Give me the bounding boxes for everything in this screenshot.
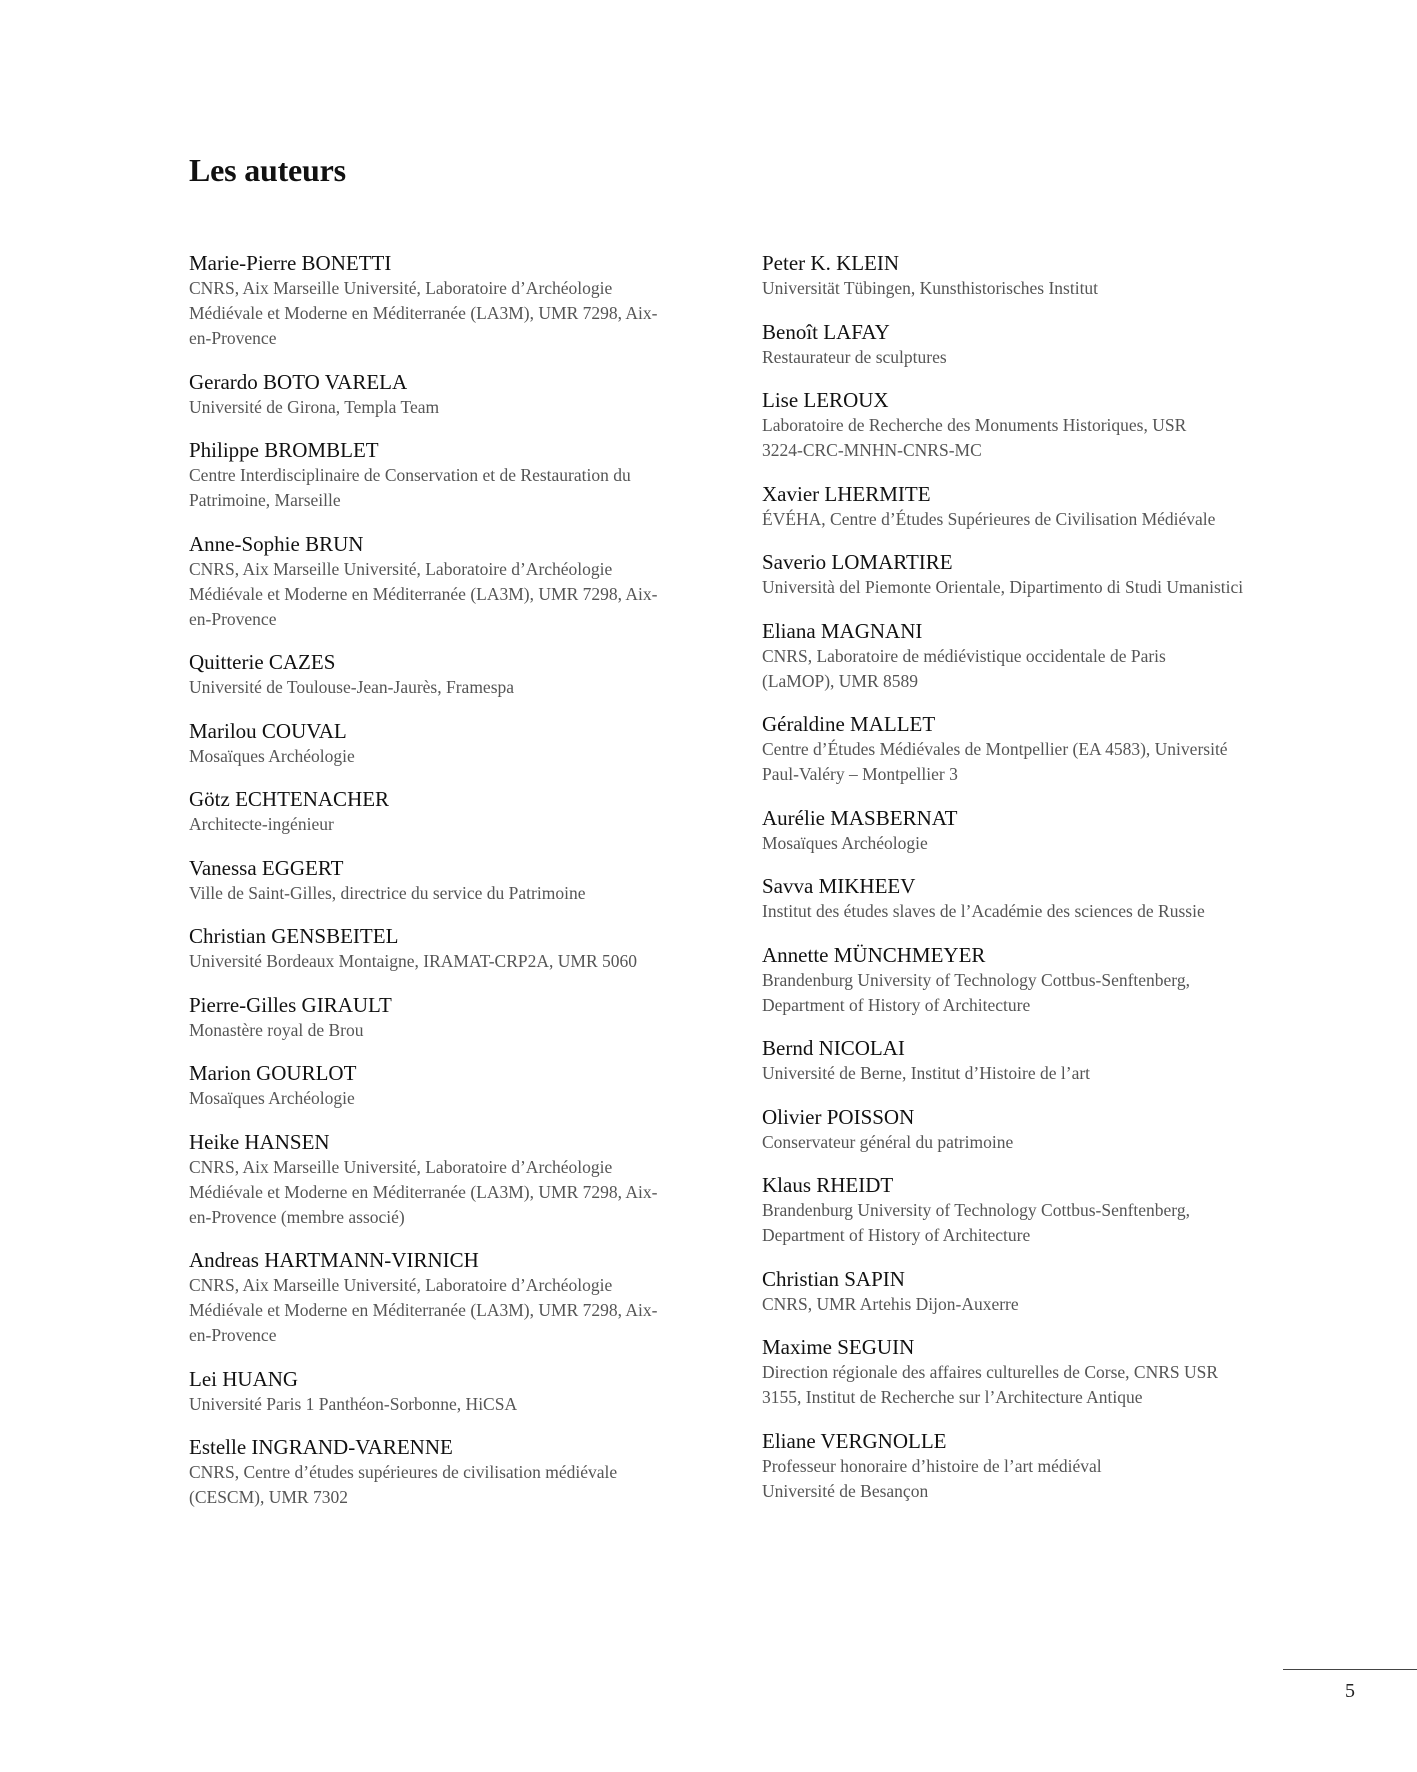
author-entry (762, 320, 1322, 370)
footer-rule (1283, 1669, 1417, 1670)
author-affiliation: Université de Berne, Institut d’Histoire de l’art (762, 1063, 1091, 1083)
author-affiliation: Mosaïques Archéologie (189, 1088, 355, 1108)
author-entry (762, 482, 1322, 532)
author-affiliation: Universität Tübingen, Kunsthistorisches Institut (762, 278, 1099, 298)
author-name: Estelle INGRAND-VARENNE (189, 1435, 453, 1459)
author-entry (762, 1173, 1322, 1248)
author-affiliation: Centre d’Études Médiévales de Montpellier (EA 4583), Université Paul-Valéry – Montpellier 3 (762, 739, 1228, 784)
author-name: Gerardo BOTO VARELA (189, 369, 408, 394)
author-entry (189, 1130, 719, 1230)
author-entry (762, 874, 1322, 924)
author-affiliation: Institut des études slaves de l’Académie des sciences de Russie (762, 901, 1205, 921)
author-entry (189, 1061, 719, 1111)
author-name: Savva MIKHEEV (762, 874, 916, 898)
author-entry (762, 619, 1322, 694)
author-affiliation: Centre Interdisciplinaire de Conservation et de Restauration du Patrimoine, Marseille (189, 465, 631, 510)
author-name: Götz ECHTENACHER (189, 787, 390, 811)
author-name: Marilou COUVAL (189, 718, 347, 743)
author-name: Christian GENSBEITEL (189, 924, 399, 948)
author-name: Quitterie CAZES (189, 650, 336, 674)
author-affiliation: CNRS, Aix Marseille Université, Laboratoire d’Archéologie Médiévale et Moderne en Méditerranée (LA3M), UMR 7298, Aix- en-Provence (189, 278, 658, 348)
author-entry (762, 1429, 1322, 1504)
author-affiliation: Université de Girona, Templa Team (189, 396, 440, 417)
author-affiliation: Restaurateur de sculptures (762, 346, 947, 367)
author-name: Eliane VERGNOLLE (762, 1428, 947, 1453)
author-entry (762, 550, 1322, 600)
author-name: Pierre-Gilles GIRAULT (189, 992, 392, 1017)
author-entry (189, 787, 719, 837)
author-name: Peter K. KLEIN (762, 251, 900, 275)
author-entry (762, 1267, 1322, 1317)
author-name: Christian SAPIN (762, 1266, 905, 1291)
author-affiliation: Ville de Saint-Gilles, directrice du service du Patrimoine (189, 882, 586, 903)
author-affiliation: Université Paris 1 Panthéon-Sorbonne, HiCSA (189, 1393, 518, 1414)
author-affiliation: Conservateur général du patrimoine (762, 1131, 1014, 1152)
author-name: Vanessa EGGERT (189, 855, 344, 880)
author-entry (189, 924, 719, 974)
author-affiliation: Architecte-ingénieur (189, 814, 334, 834)
author-entry (189, 1435, 719, 1510)
author-affiliation: Mosaïques Archéologie (189, 745, 355, 766)
author-affiliation: Direction régionale des affaires culturelles de Corse, CNRS USR 3155, Institut de Recherche sur l’Architecture Antique (762, 1362, 1219, 1407)
author-entry (189, 993, 719, 1043)
author-entry (762, 943, 1322, 1018)
author-affiliation: Université Bordeaux Montaigne, IRAMAT-CRP2A, UMR 5060 (189, 951, 638, 971)
author-name: Xavier LHERMITE (762, 481, 931, 506)
author-affiliation: Professeur honoraire d’histoire de l’art médiéval Université de Besançon (762, 1455, 1102, 1501)
author-affiliation: Monastère royal de Brou (189, 1019, 364, 1040)
author-name: Marie-Pierre BONETTI (189, 251, 392, 275)
author-affiliation: Laboratoire de Recherche des Monuments Historiques, USR 3224-CRC-MNHN-CNRS-MC (762, 415, 1187, 460)
authors-column-right (762, 251, 1322, 1522)
author-affiliation: Brandenburg University of Technology Cottbus-Senftenberg, Department of History of Architecture (762, 1200, 1190, 1245)
author-affiliation: Brandenburg University of Technology Cottbus-Senftenberg, Department of History of Architecture (762, 969, 1190, 1015)
author-name: Benoît LAFAY (762, 319, 890, 344)
author-entry (189, 719, 719, 769)
author-entry (189, 1248, 719, 1348)
author-entry (762, 251, 1322, 301)
author-name: Eliana MAGNANI (762, 618, 923, 643)
author-entry (762, 388, 1322, 463)
author-entry (189, 438, 719, 513)
author-name: Klaus RHEIDT (762, 1173, 894, 1197)
author-affiliation: CNRS, Centre d’études supérieures de civilisation médiévale (CESCM), UMR 7302 (189, 1462, 618, 1507)
author-affiliation: Mosaïques Archéologie (762, 832, 928, 853)
author-affiliation: Università del Piemonte Orientale, Dipartimento di Studi Umanistici (762, 577, 1244, 597)
author-entry (189, 251, 719, 351)
author-name: Philippe BROMBLET (189, 438, 379, 462)
authors-column-left (189, 251, 719, 1529)
author-entry (762, 1036, 1322, 1086)
author-entry (762, 806, 1322, 856)
author-entry (762, 1335, 1322, 1410)
author-affiliation: CNRS, Laboratoire de médiévistique occidentale de Paris (LaMOP), UMR 8589 (762, 645, 1166, 691)
author-name: Marion GOURLOT (189, 1061, 357, 1085)
author-name: Maxime SEGUIN (762, 1335, 915, 1359)
author-name: Géraldine MALLET (762, 712, 936, 736)
author-name: Olivier POISSON (762, 1104, 915, 1129)
author-name: Anne-Sophie BRUN (189, 531, 364, 556)
author-entry (189, 370, 719, 420)
author-entry (189, 532, 719, 632)
author-entry (189, 650, 719, 700)
author-name: Aurélie MASBERNAT (762, 805, 958, 830)
author-name: Annette MÜNCHMEYER (762, 942, 986, 967)
author-entry (762, 1105, 1322, 1155)
author-affiliation: Université de Toulouse-Jean-Jaurès, Framespa (189, 677, 515, 697)
author-name: Lei HUANG (189, 1366, 299, 1391)
author-affiliation: CNRS, Aix Marseille Université, Laboratoire d’Archéologie Médiévale et Moderne en Méditerranée (LA3M), UMR 7298, Aix- en-Provence (membre associé) (189, 1156, 658, 1227)
author-affiliation: CNRS, Aix Marseille Université, Laboratoire d’Archéologie Médiévale et Moderne en Méditerranée (LA3M), UMR 7298, Aix- en-Provence (189, 558, 658, 629)
author-name: Lise LEROUX (762, 388, 889, 412)
author-affiliation: CNRS, UMR Artehis Dijon-Auxerre (762, 1293, 1019, 1314)
author-name: Andreas HARTMANN-VIRNICH (189, 1248, 479, 1272)
author-entry (762, 712, 1322, 787)
author-name: Bernd NICOLAI (762, 1036, 905, 1060)
page-title: Les auteurs (189, 152, 346, 188)
page-number: 5 (1345, 1680, 1355, 1702)
author-affiliation: CNRS, Aix Marseille Université, Laboratoire d’Archéologie Médiévale et Moderne en Méditerranée (LA3M), UMR 7298, Aix- en-Provence (189, 1275, 658, 1345)
author-affiliation: ÉVÉHA, Centre d’Études Supérieures de Civilisation Médiévale (762, 508, 1216, 529)
author-entry (189, 1367, 719, 1417)
author-name: Saverio LOMARTIRE (762, 550, 953, 574)
author-entry (189, 856, 719, 906)
author-name: Heike HANSEN (189, 1129, 330, 1154)
